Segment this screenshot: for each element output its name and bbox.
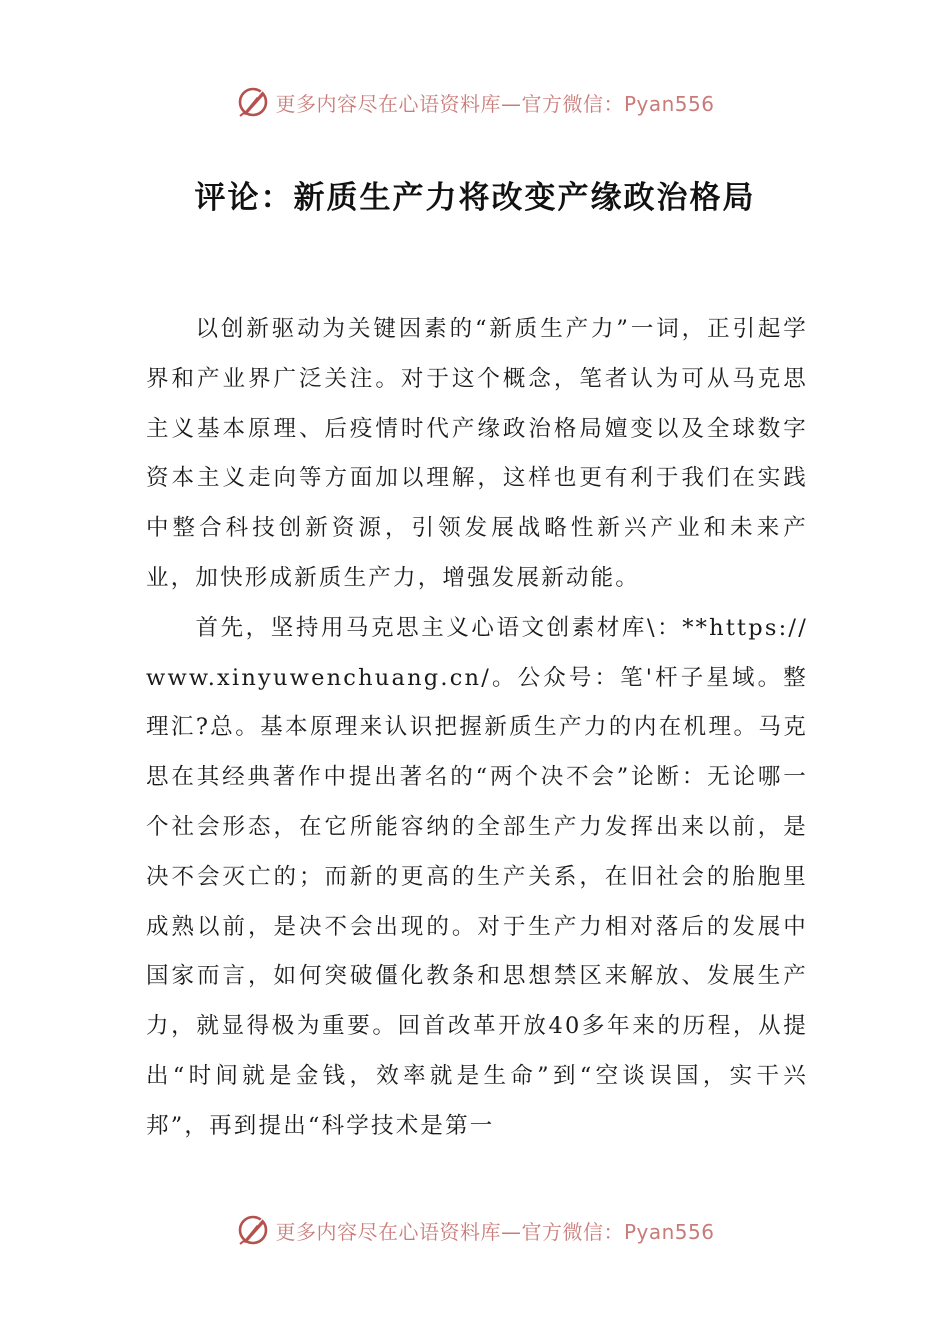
quill-pen-logo-icon [235, 84, 271, 120]
header-banner [0, 82, 950, 122]
quill-pen-logo-icon [235, 1212, 271, 1248]
paragraph-2: 首先，坚持用马克思主义心语文创素材库\：**https://www.xinyuwenchuang.cn/。公众号：笔'杆子星域。整理汇?总。基本原理来认识把握新质生产力的内在机理。马克思在其经典著作中提出著名的“两个决不会”论断：无论哪一个社会形态，在它所能容纳的全部生产力发挥出来以前，是决不会灭亡的；而新的更高的生产关系，在旧社会的胎胞里成熟以前，是决不会出现的。对于生产力相对落后的发展中国家而言，如何突破僵化教条和思想禁区来解放、发展生产力，就显得极为重要。回首改革开放40多年来的历程，从提出“时间就是金钱，效率就是生命”到“空谈误国，实干兴邦”，再到提出“科学技术是第一 [146, 614, 808, 1139]
footer-banner-text: 更多内容尽在心语资料库—官方微信：Pyan556 [275, 1219, 715, 1244]
article-body [146, 305, 808, 1152]
header-banner-text: 更多内容尽在心语资料库—官方微信：Pyan556 [275, 91, 715, 116]
footer-banner [0, 1210, 950, 1250]
paragraph-1: 以创新驱动为关键因素的“新质生产力”一词，正引起学界和产业界广泛关注。对于这个概念，笔者认为可从马克思主义基本原理、后疫情时代产缘政治格局嬗变以及全球数字资本主义走向等方面加以理解，这样也更有利于我们在实践中整合科技创新资源，引领发展战略性新兴产业和未来产业，加快形成新质生产力，增强发展新动能。 [146, 316, 808, 591]
document-title: 评论：新质生产力将改变产缘政治格局 [194, 180, 756, 216]
